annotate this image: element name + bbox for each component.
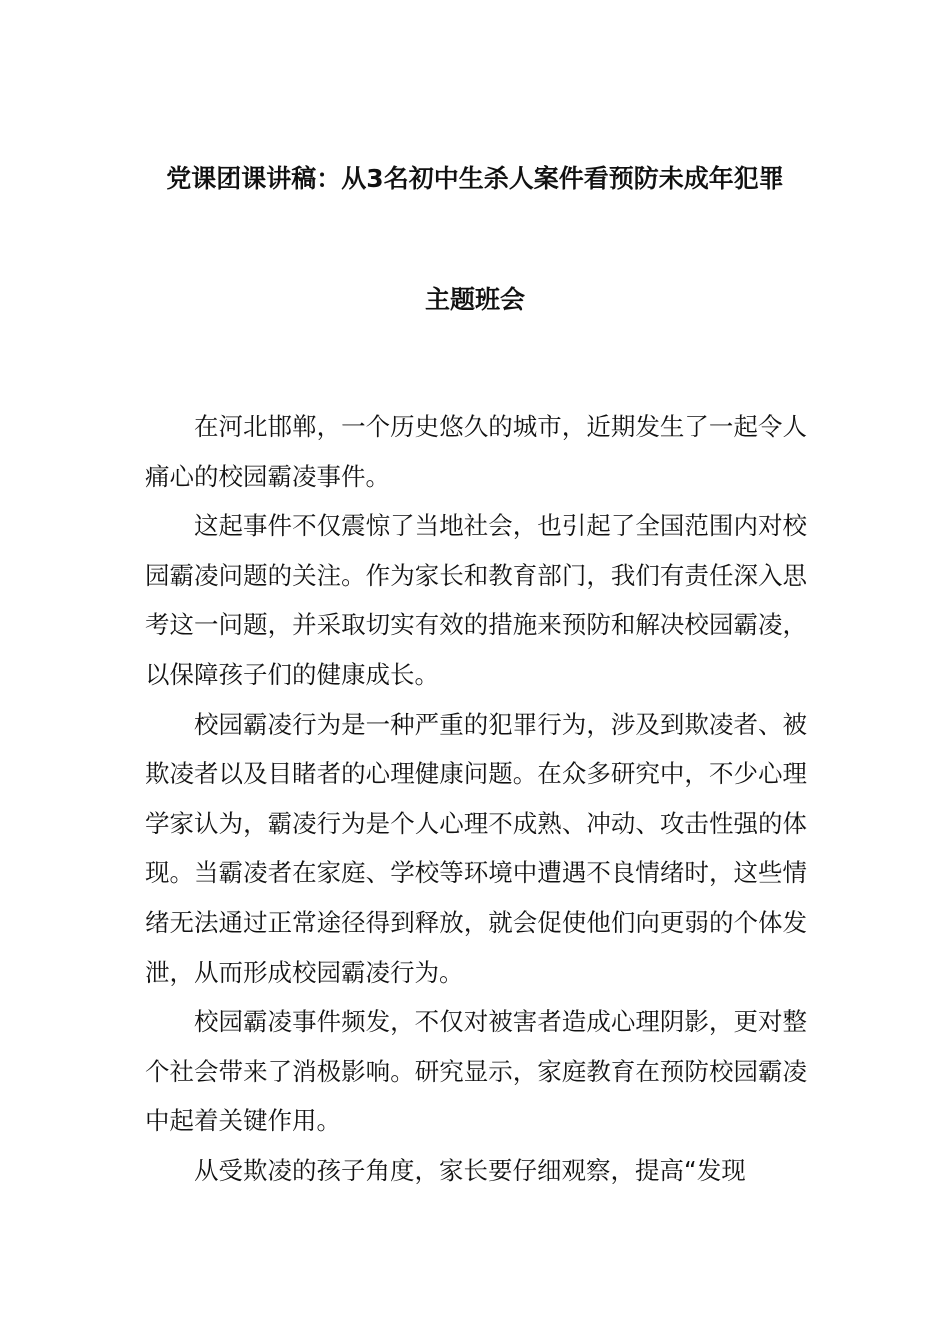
paragraph-3: 校园霸凌行为是一种严重的犯罪行为，涉及到欺凌者、被欺凌者以及目睹者的心理健康问题。在众多研究中，不少心理学家认为，霸凌行为是个人心理不成熟、冲动、攻击性强的体现。当霸凌者在家庭、学校等环境中遭遇不良情绪时，这些情绪无法通过正常途径得到释放，就会促使他们向更弱的个体发泄，从而形成校园霸凌行为。 xyxy=(145,709,807,987)
document-body xyxy=(145,402,807,1196)
document-title-line-1: 党课团课讲稿：从3名初中生杀人案件看预防未成年犯罪 xyxy=(166,164,784,193)
paragraph-1: 在河北邯郸，一个历史悠久的城市，近期发生了一起令人痛心的校园霸凌事件。 xyxy=(145,412,807,491)
paragraph-5: 从受欺凌的孩子角度，家长要仔细观察，提高“发现 xyxy=(194,1155,746,1185)
paragraph-4: 校园霸凌事件频发，不仅对被害者造成心理阴影，更对整个社会带来了消极影响。研究显示，家庭教育在预防校园霸凌中起着关键作用。 xyxy=(145,1007,807,1136)
document-title-line-2: 主题班会 xyxy=(424,285,525,314)
paragraph-2: 这起事件不仅震惊了当地社会，也引起了全国范围内对校园霸凌问题的关注。作为家长和教育部门，我们有责任深入思考这一问题，并采取切实有效的措施来预防和解决校园霸凌，以保障孩子们的健康成长。 xyxy=(145,511,807,689)
